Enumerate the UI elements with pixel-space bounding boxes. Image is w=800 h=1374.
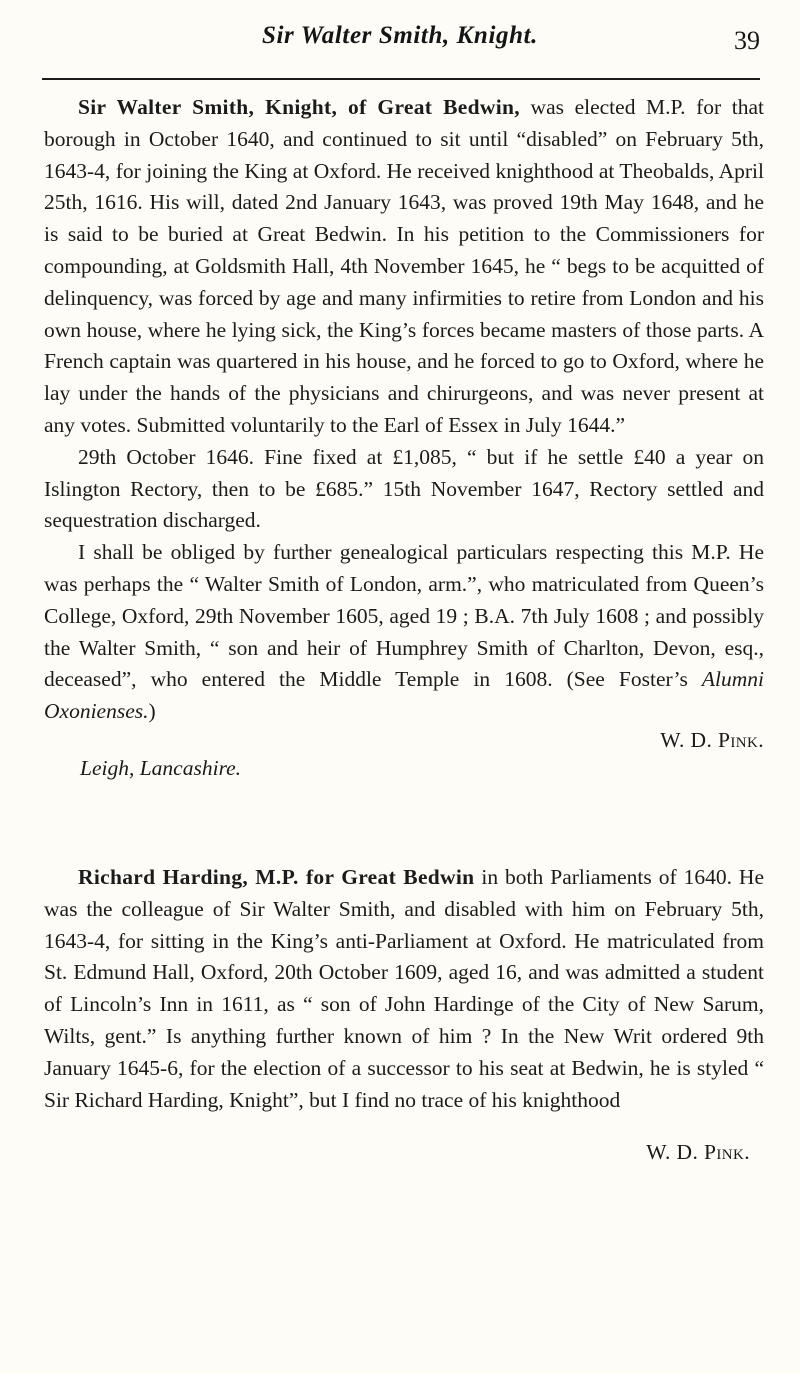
page-header <box>40 22 760 68</box>
article1-book-title: Alumni Oxonienses. <box>44 667 764 724</box>
article2-paragraph-1 <box>44 862 764 1116</box>
page-number: 39 <box>734 26 760 55</box>
article1-lead-in: Sir Walter Smith, Knight, of Great Bedwin, <box>78 95 520 119</box>
article1-signature: W. D. Pink. <box>660 727 764 752</box>
article2-signature: W. D. Pink. <box>646 1140 750 1165</box>
page-body <box>44 92 764 1165</box>
article1-paragraph-2: 29th October 1646. Fine fixed at £1,085, “ but if he settle £40 a year on Islington Rectory, then to be £685.” 15th November 1647, Rectory settled and sequestration discharged. <box>44 444 764 533</box>
article2-lead-in: Richard Harding, M.P. for Great Bedwin <box>78 864 475 889</box>
article1-paragraph-3 <box>44 537 764 728</box>
article1-paragraph-1-text: was elected M.P. for that borough in October 1640, and continued to sit until “disabled” on February 5th, 1643-4, for joining the King at Oxford. He received knighthood at Theobalds, April 25th, 1616. His will, dated 2nd January 1643, was proved 19th May 1648, and he is said to be buried at Great Bedwin. In his petition to the Commissioners for compounding, at Goldsmith Hall, 4th November 1645, he “ begs to be acquitted of delinquency, was forced by age and many infirmities to retire from London and his own house, where he lying sick, the King’s forces became masters of those parts. A French captain was quartered in his house, and he forced to go to Oxford, where he lay under the hands of the physicians and chirurgeons, and was never present at any votes. Submitted voluntarily to the Earl of Essex in July 1644.” <box>44 95 764 437</box>
article1-place: Leigh, Lancashire. <box>80 755 242 780</box>
article2-paragraph-1-text: in both Parliaments of 1640. He was the colleague of Sir Walter Smith, and disabled with him on February 5th, 1643-4, for sitting in the King’s anti-Parliament at Oxford. He matriculated from St. Edmund Hall, Oxford, 20th October 1609, aged 16, and was admitted a student of Lincoln’s Inn in 1611, as “ son of John Hardinge of the City of New Sarum, Wilts, gent.” Is anything further known of him ? In the New Writ ordered 9th January 1645-6, for the election of a successor to his seat at Bedwin, he is styled “ Sir Richard Harding, Knight”, but I find no trace of his knighthood <box>44 864 764 1112</box>
section-divider <box>44 788 764 862</box>
article1-paragraph-3-text-b: ) <box>148 699 156 724</box>
article1-signature-row <box>44 728 764 788</box>
article1-paragraph-1 <box>44 92 764 442</box>
header-rule <box>42 78 760 80</box>
running-title: Sir Walter Smith, Knight. <box>262 22 538 49</box>
article1-paragraph-3-text-a: I shall be obliged by further genealogical particulars respecting this M.P. He was perhaps the “ Walter Smith of London, arm.”, who matriculated from Queen’s College, Oxford, 29th November 1605, aged 19 ; B.A. 7th July 1608 ; and possibly the Walter Smith, “ son and heir of Humphrey Smith of Charlton, Devon, esq., deceased”, who entered the Middle Temple in 1608. (See Foster’s <box>44 540 764 692</box>
